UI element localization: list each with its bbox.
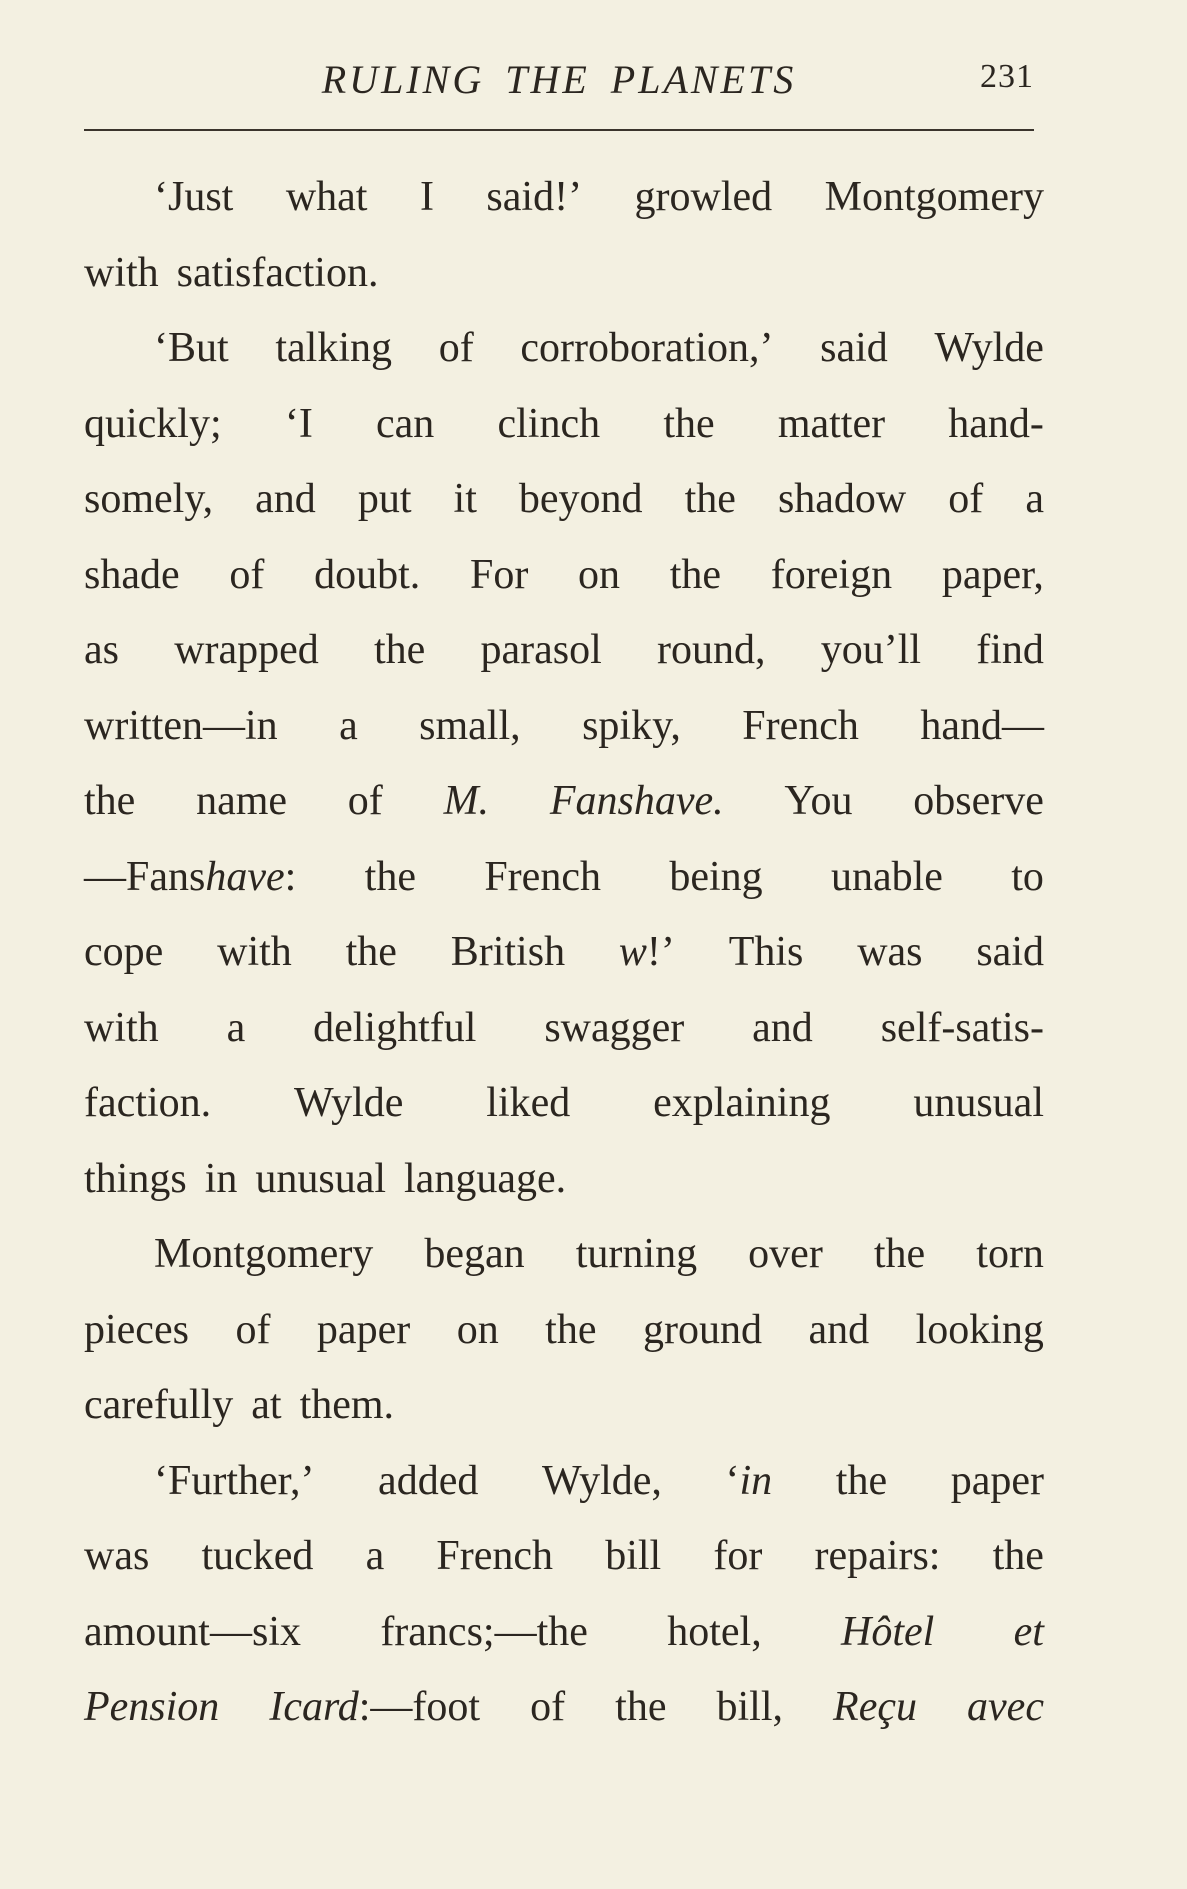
- text-line: [84, 1293, 1044, 1369]
- word: parasol: [480, 627, 602, 673]
- body-text: [84, 160, 1044, 1746]
- word: talking: [275, 325, 393, 371]
- word: the: [364, 853, 416, 900]
- text-line: [84, 689, 1044, 765]
- word: was: [857, 929, 923, 975]
- text-line: [84, 764, 1044, 840]
- word: carefully: [84, 1382, 234, 1428]
- word: corroboration,’: [520, 325, 774, 371]
- word: swagger: [544, 1004, 685, 1051]
- word: You: [784, 778, 853, 824]
- word: a: [1025, 476, 1044, 522]
- word: cope: [84, 929, 164, 975]
- word: et: [1013, 1608, 1044, 1655]
- text-line: [84, 1217, 1044, 1293]
- word: said!’: [486, 174, 583, 220]
- word: w!’: [618, 929, 675, 975]
- word: hand—: [920, 702, 1044, 749]
- text-line: [84, 613, 1044, 689]
- word: small,: [419, 702, 521, 749]
- word: the: [615, 1684, 667, 1730]
- word: a: [226, 1004, 246, 1051]
- word: the: [345, 929, 397, 975]
- word: explaining: [653, 1080, 831, 1126]
- word: with: [84, 1004, 159, 1051]
- word: the: [663, 400, 715, 447]
- word: of: [530, 1684, 566, 1730]
- word: hotel,: [667, 1608, 762, 1655]
- word: put: [357, 476, 412, 522]
- word: the: [992, 1533, 1044, 1579]
- text-line: [84, 387, 1044, 463]
- word: —Fanshave:: [84, 853, 297, 900]
- word: for: [713, 1533, 763, 1579]
- text-line: [84, 1670, 1044, 1746]
- header-rule: [84, 129, 1034, 131]
- word: Icard:—foot: [269, 1684, 481, 1730]
- word: a: [365, 1533, 385, 1579]
- word: things: [84, 1155, 187, 1202]
- word: of: [229, 551, 265, 598]
- word: unusual: [255, 1155, 387, 1202]
- word: you’ll: [820, 627, 922, 673]
- word: shade: [84, 551, 180, 598]
- text-line: [84, 160, 1044, 236]
- text-line: [84, 991, 1044, 1067]
- word: Wylde: [934, 325, 1044, 371]
- word: tucked: [201, 1533, 314, 1579]
- word: bill: [605, 1533, 662, 1579]
- word: Wylde: [293, 1080, 404, 1126]
- word: round,: [657, 627, 766, 673]
- word: was: [84, 1533, 150, 1579]
- word: spiky,: [582, 702, 681, 749]
- word: paper: [950, 1457, 1044, 1504]
- word: ‘I: [284, 400, 313, 447]
- word: the: [374, 627, 426, 673]
- word: Montgomery: [154, 1231, 374, 1277]
- word: Hôtel: [841, 1608, 935, 1655]
- text-line: [84, 915, 1044, 991]
- word: observe: [913, 778, 1044, 824]
- word: of: [438, 325, 474, 371]
- word: the: [873, 1231, 926, 1277]
- word: what: [285, 174, 368, 220]
- word: British: [450, 929, 566, 975]
- word: on: [456, 1306, 499, 1353]
- word: faction.: [84, 1080, 212, 1126]
- word: Montgomery: [824, 174, 1044, 220]
- word: francs;—the: [380, 1608, 588, 1655]
- text-line: [84, 1595, 1044, 1671]
- word: unable: [830, 853, 943, 900]
- word: Pension: [84, 1684, 220, 1730]
- word: it: [453, 476, 477, 522]
- word: This: [728, 929, 804, 975]
- text-line: [84, 311, 1044, 387]
- word: the: [84, 778, 136, 824]
- word: written—in: [84, 702, 278, 749]
- word: with: [217, 929, 292, 975]
- word: ground: [642, 1306, 762, 1353]
- word: in: [204, 1155, 238, 1202]
- word: began: [424, 1231, 525, 1277]
- text-line: [84, 1519, 1044, 1595]
- word: ‘in: [725, 1457, 773, 1504]
- word: paper,: [941, 551, 1044, 598]
- word: the: [545, 1306, 597, 1353]
- word: avec: [967, 1684, 1044, 1730]
- word: pieces: [84, 1306, 189, 1353]
- word: clinch: [497, 400, 601, 447]
- word: of: [235, 1306, 271, 1353]
- word: paper: [316, 1306, 411, 1353]
- word: bill,: [716, 1684, 784, 1730]
- word: delightful: [313, 1004, 477, 1051]
- page-header: [84, 48, 1034, 108]
- word: and: [752, 1004, 813, 1051]
- text-line: [84, 538, 1044, 614]
- word: Wylde,: [541, 1457, 662, 1504]
- word: with: [84, 249, 159, 296]
- word: foreign: [770, 551, 893, 598]
- running-head: RULING THE PLANETS: [321, 57, 797, 102]
- word: matter: [777, 400, 886, 447]
- word: Reçu: [833, 1684, 917, 1730]
- word: at: [251, 1382, 282, 1428]
- text-line: [84, 1142, 1044, 1218]
- word: being: [669, 853, 763, 900]
- word: said: [976, 929, 1044, 975]
- word: repairs:: [814, 1533, 941, 1579]
- page-number: 231: [980, 58, 1034, 95]
- word: can: [376, 400, 435, 447]
- word: somely,: [84, 476, 214, 522]
- word: growled: [634, 174, 773, 220]
- word: of: [347, 778, 383, 824]
- word: added: [378, 1457, 479, 1504]
- word: French: [484, 853, 601, 900]
- word: turning: [575, 1231, 698, 1277]
- word: them.: [299, 1382, 395, 1428]
- word: doubt.: [314, 551, 421, 598]
- text-line: [84, 1066, 1044, 1142]
- word: amount—six: [84, 1608, 301, 1655]
- word: For: [469, 551, 529, 598]
- text-line: [84, 840, 1044, 916]
- word: find: [976, 627, 1044, 673]
- word: looking: [915, 1306, 1044, 1353]
- text-line: [84, 1444, 1044, 1520]
- word: French: [742, 702, 859, 749]
- word: ‘Just: [154, 174, 234, 220]
- word: Fanshave.: [549, 778, 724, 824]
- word: hand-: [948, 400, 1044, 447]
- word: liked: [486, 1080, 571, 1126]
- word: and: [255, 476, 316, 522]
- word: unusual: [913, 1080, 1044, 1126]
- word: to: [1011, 853, 1044, 900]
- text-line: [84, 462, 1044, 538]
- word: of: [948, 476, 984, 522]
- word: self-satis-: [880, 1004, 1044, 1051]
- word: satisfaction.: [176, 249, 379, 296]
- word: the: [835, 1457, 888, 1504]
- word: M.: [443, 778, 490, 824]
- text-line: [84, 1368, 1044, 1444]
- word: ‘But: [154, 325, 229, 371]
- text-line: [84, 236, 1044, 312]
- word: and: [808, 1306, 870, 1353]
- word: shadow: [777, 476, 907, 522]
- word: a: [339, 702, 358, 749]
- word: I: [419, 174, 434, 220]
- word: on: [578, 551, 621, 598]
- word: beyond: [518, 476, 643, 522]
- word: as: [84, 627, 119, 673]
- word: torn: [976, 1231, 1044, 1277]
- word: over: [748, 1231, 823, 1277]
- word: French: [436, 1533, 554, 1579]
- word: the: [669, 551, 722, 598]
- word: said: [820, 325, 888, 371]
- word: name: [196, 778, 288, 824]
- word: language.: [404, 1155, 567, 1202]
- word: quickly;: [84, 400, 222, 447]
- word: wrapped: [174, 627, 319, 673]
- word: the: [684, 476, 736, 522]
- word: ‘Further,’: [154, 1457, 315, 1504]
